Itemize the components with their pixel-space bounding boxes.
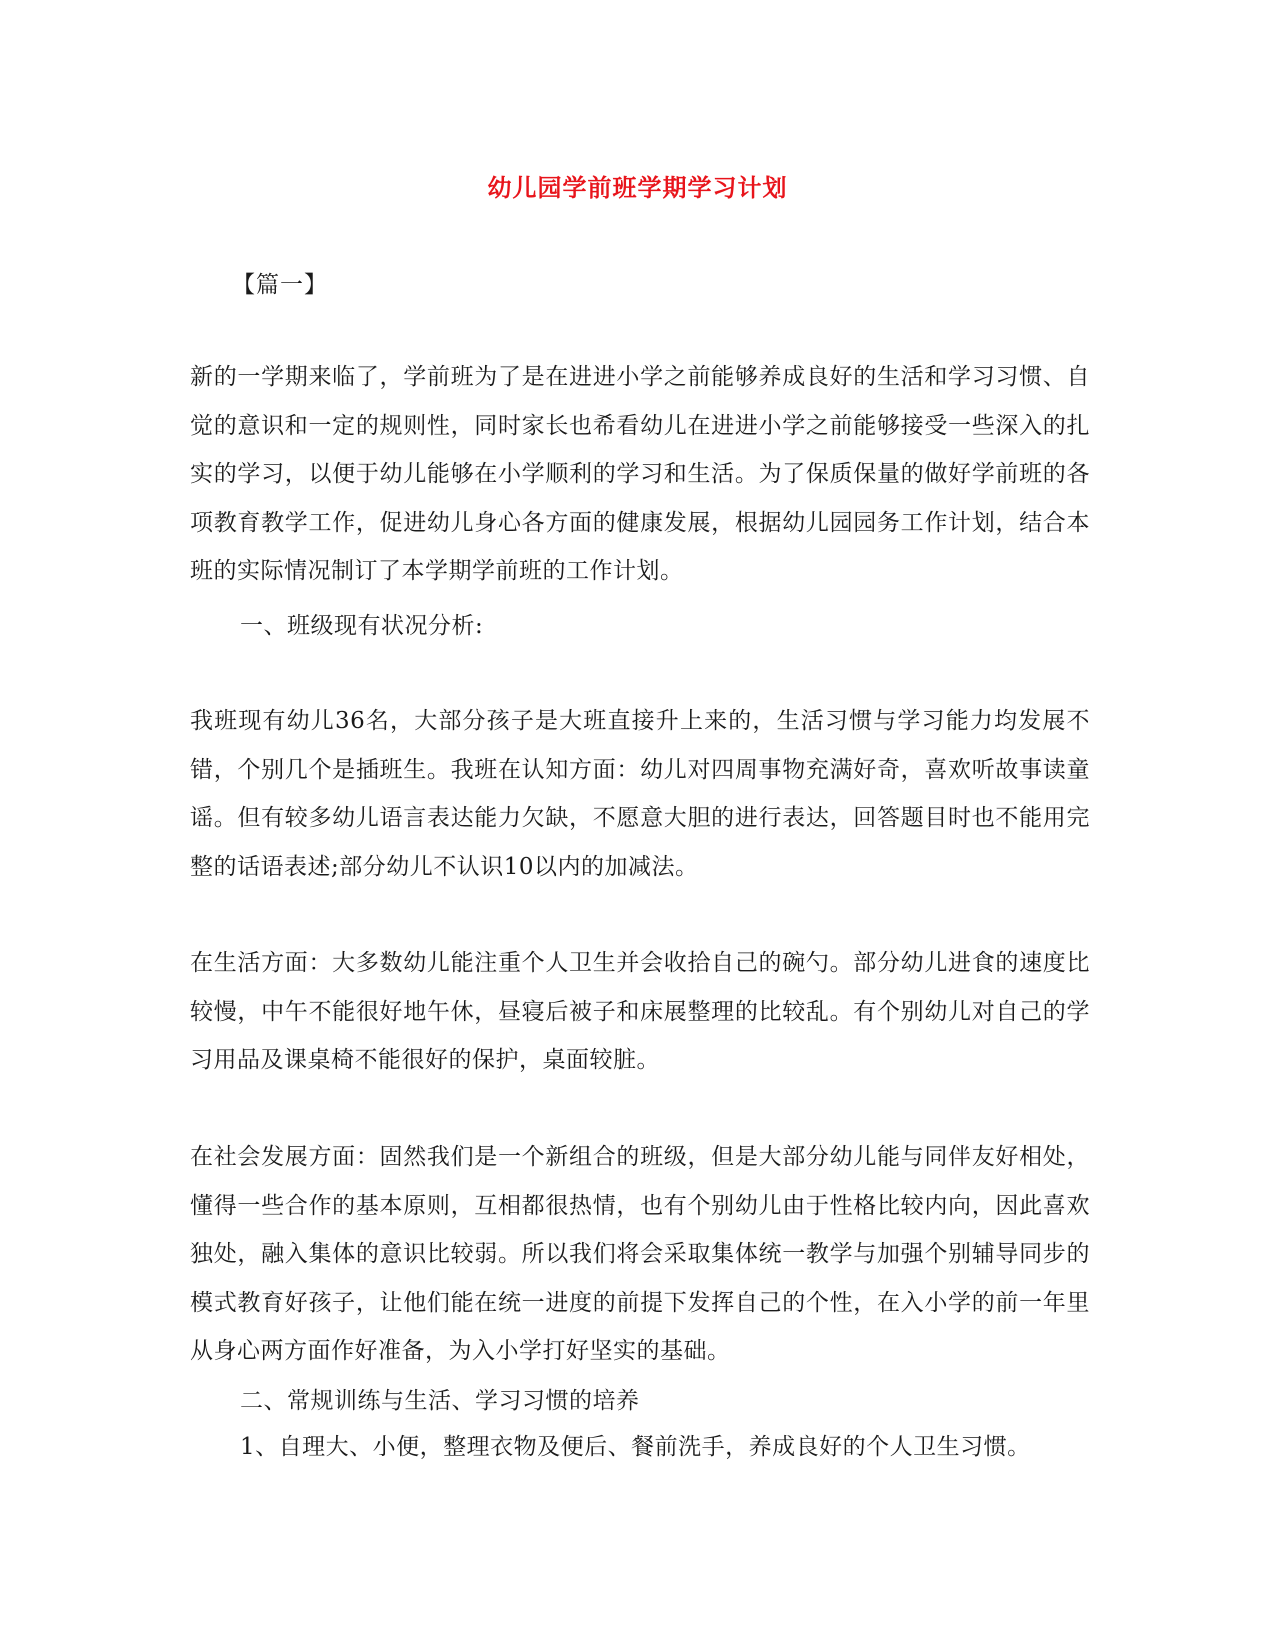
heading-routine-training: 二、常规训练与生活、学习习惯的培养 [240,1388,640,1414]
heading-class-analysis: 一、班级现有状况分析: [240,613,484,639]
paragraph-class-status: 我班现有幼儿36名，大部分孩子是大班直接升上来的，生活习惯与学习能力均发展不错，个别几个是插班生。我班在认知方面：幼儿对四周事物充满好奇，喜欢听故事读童谣。但有较多幼儿语言表达能力欠缺，不愿意大胆的进行表达，回答题目时也不能用完整的话语表述;部分幼儿不认识10以内的加减法。 [190,708,1090,880]
list-item-1: 1、自理大、小便，整理衣物及便后、餐前洗手，养成良好的个人卫生习惯。 [240,1434,1031,1460]
paragraph-social-aspect: 在社会发展方面：固然我们是一个新组合的班级，但是大部分幼儿能与同伴友好相处，懂得一些合作的基本原则，互相都很热情，也有个别幼儿由于性格比较内向，因此喜欢独处，融入集体的意识比较弱。所以我们将会采取集体统一教学与加强个别辅导同步的模式教育好孩子，让他们能在统一进度的前提下发挥自己的个性，在入小学的前一年里从身心两方面作好准备，为入小学打好坚实的基础。 [190,1144,1090,1364]
paragraph-life-aspect: 在生活方面：大多数幼儿能注重个人卫生并会收拾自己的碗勺。部分幼儿进食的速度比较慢，中午不能很好地午休，昼寝后被子和床展整理的比较乱。有个别幼儿对自己的学习用品及课桌椅不能很好的保护，桌面较脏。 [190,950,1090,1073]
paragraph-intro: 新的一学期来临了，学前班为了是在进进小学之前能够养成良好的生活和学习习惯、自觉的意识和一定的规则性，同时家长也希看幼儿在进进小学之前能够接受一些深入的扎实的学习，以便于幼儿能够在小学顺利的学习和生活。为了保质保量的做好学前班的各项教育教学工作，促进幼儿身心各方面的健康发展，根据幼儿园园务工作计划，结合本班的实际情况制订了本学期学前班的工作计划。 [190,364,1090,584]
document-title: 幼儿园学前班学期学习计划 [487,173,788,202]
section-tag: 【篇一】 [232,272,328,298]
